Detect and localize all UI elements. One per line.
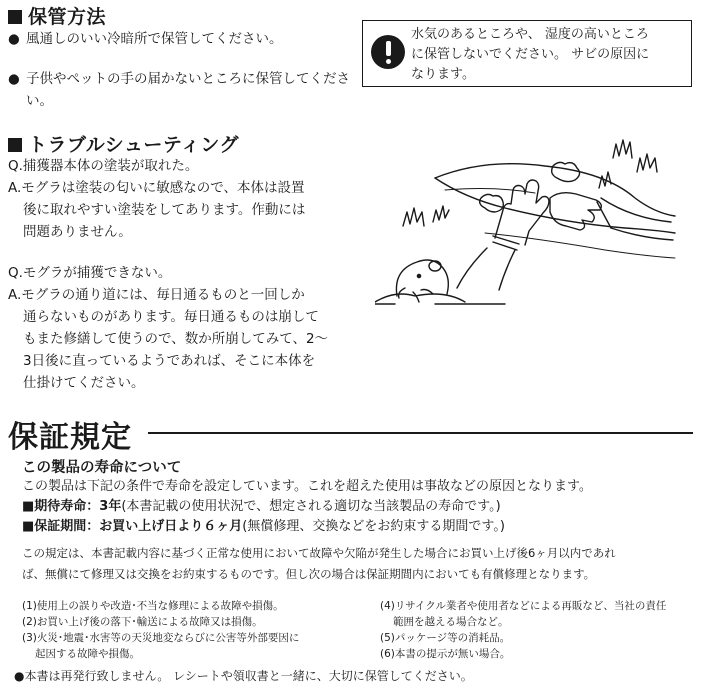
- grass-icon: [403, 208, 424, 226]
- bullet-icon: ●: [8, 31, 20, 47]
- warranty-period-label: ■保証期間：お買い上げ日より６ヶ月: [22, 519, 243, 534]
- exclusion-item: (3)火災･地震･水害等の天災地変ならびに公害等外部要因に: [22, 632, 300, 644]
- mole-tunnel-illustration: [375, 138, 695, 313]
- answer-1-line: A.モグラは塗装の匂いに敏感なので、本体は設置: [8, 180, 305, 196]
- trouble-heading: トラブルシューティング: [8, 130, 239, 157]
- title-rule: [148, 432, 693, 434]
- expected-life-note: (本書記載の使用状況で、想定される適切な当該製品の寿命です。): [121, 499, 501, 514]
- answer-2-line: 3日後に直っているようであれば、そこに本体を: [23, 353, 316, 369]
- mole-nose: [429, 261, 441, 271]
- answer-1-line: 後に取れやすい塗装をしてあります。作動には: [23, 202, 306, 218]
- warranty-period: [22, 516, 505, 538]
- answer-2-line: 通らないものがあります。毎日通るものは崩して: [23, 309, 319, 325]
- exclusion-item: (2)お買い上げ後の落下･輸送による故障又は損傷。: [22, 616, 263, 628]
- bullet-icon: ●: [8, 71, 20, 87]
- expected-life: [22, 496, 501, 518]
- exclamation-icon: [371, 35, 405, 69]
- heading-square-icon: [8, 10, 22, 24]
- grass-icon: [613, 140, 632, 158]
- dirt-puff-icon: [552, 162, 580, 181]
- storage-heading: 保管方法: [8, 2, 106, 29]
- answer-2-line: A.モグラの通り道には、毎日通るものと一回しか: [8, 287, 305, 303]
- exclusion-item: (1)使用上の誤りや改造･不当な修理による故障や損傷。: [22, 600, 284, 612]
- question-1: Q.捕獲器本体の塗装が取れた。: [8, 158, 199, 174]
- exclusion-item: 範囲を越える場合など。: [393, 616, 509, 628]
- answer-2-line: もまた修繕して使うので、数か所崩してみて、2～: [23, 331, 329, 347]
- warranty-subtitle: この製品の寿命について: [22, 460, 182, 476]
- exclusion-item: (6)本書の提示が無い場合。: [380, 648, 511, 660]
- storage-item-2: ● 子供やペットの手の届かないところに保管してください。: [8, 68, 358, 112]
- grass-icon: [637, 154, 657, 172]
- ground-line: [435, 164, 675, 216]
- tunnel-line: [435, 178, 675, 233]
- qa-block-2: [8, 262, 363, 394]
- warning-text: 水気のあるところや、 湿度の高いところ に保管しないでください。 サビの原因に なります。: [411, 27, 650, 82]
- warning-box: [362, 20, 692, 87]
- warranty-policy: この規定は、本書記載内容に基づく正常な使用において故障や欠陥が発生した場合にお買い上げ後6ヶ月以内であれ ば、無償にて修理又は交換をお約束するものです。但し次の場合は保証期間内においても有償修理となります。: [22, 546, 616, 581]
- grass-icon: [433, 206, 449, 222]
- exclusion-item: 起因する故障や損傷。: [35, 648, 140, 660]
- warranty-period-note: (無償修理、交換などをお約束する期間です。): [242, 519, 505, 534]
- qa-block-1: [8, 155, 363, 243]
- dirt-puff-icon: [480, 194, 504, 212]
- exclusion-item: (4)リサイクル業者や使用者などによる再販など、当社の責任: [380, 600, 667, 612]
- warranty-title: 保証規定: [8, 420, 132, 455]
- exclusion-item: (5)パッケージ等の消耗品。: [380, 632, 511, 644]
- storage-item-1: ● 風通しのいい冷暗所で保管してください。: [8, 28, 353, 50]
- mole-hill-icon: [375, 294, 465, 302]
- exclusions-left: [22, 598, 372, 662]
- warranty-intro: この製品は下記の条件で寿命を設定しています。これを超えた使用は事故などの原因となります。: [22, 479, 592, 494]
- answer-2-line: 仕掛けてください。: [23, 375, 145, 391]
- footer-note: ●本書は再発行致しません。 レシートや領収書と一緒に、大切に保管してください。: [14, 669, 473, 683]
- heading-square-icon: [8, 138, 22, 152]
- answer-1-line: 問題ありません。: [23, 224, 132, 240]
- expected-life-label: ■期待寿命：3年: [22, 499, 122, 514]
- exclusions-right: [380, 598, 702, 662]
- question-2: Q.モグラが捕獲できない。: [8, 265, 172, 281]
